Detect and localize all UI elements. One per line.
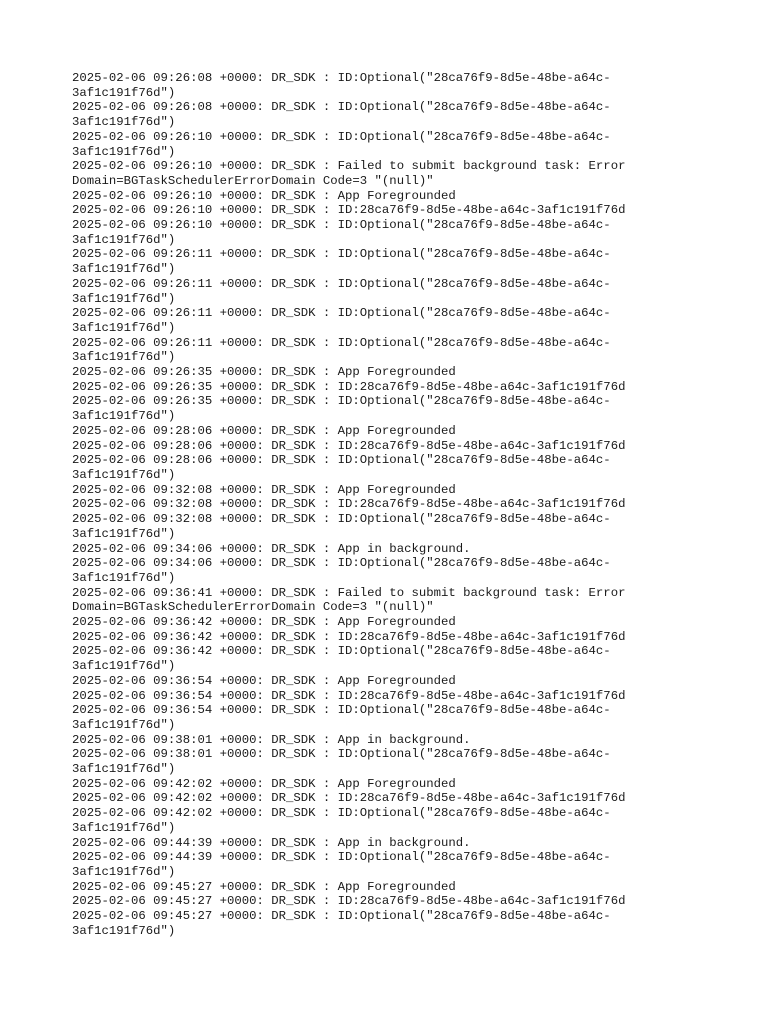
log-line: 2025-02-06 09:45:27 +0000: DR_SDK : ID:Optional("28ca76f9-8d5e-48be-a64c- — [72, 909, 611, 924]
log-line: 3af1c191f76d") — [72, 409, 176, 424]
log-line: 2025-02-06 09:26:10 +0000: DR_SDK : ID:28ca76f9-8d5e-48be-a64c-3af1c191f76d — [72, 203, 626, 218]
log-line: 3af1c191f76d") — [72, 85, 176, 100]
log-line: 3af1c191f76d") — [72, 864, 176, 879]
log-line: 3af1c191f76d") — [72, 232, 176, 247]
log-line: 3af1c191f76d") — [72, 115, 176, 130]
log-line: 2025-02-06 09:44:39 +0000: DR_SDK : App in background. — [72, 835, 471, 850]
log-line: 2025-02-06 09:26:10 +0000: DR_SDK : App Foregrounded — [72, 188, 456, 203]
log-line: 3af1c191f76d") — [72, 350, 176, 365]
log-line: 2025-02-06 09:26:11 +0000: DR_SDK : ID:Optional("28ca76f9-8d5e-48be-a64c- — [72, 247, 611, 262]
log-line: 2025-02-06 09:38:01 +0000: DR_SDK : App in background. — [72, 732, 471, 747]
log-line: 2025-02-06 09:26:35 +0000: DR_SDK : App Foregrounded — [72, 365, 456, 380]
log-line: 3af1c191f76d") — [72, 762, 176, 777]
log-line: 2025-02-06 09:45:27 +0000: DR_SDK : App Foregrounded — [72, 879, 456, 894]
log-line: 2025-02-06 09:36:54 +0000: DR_SDK : App Foregrounded — [72, 673, 456, 688]
log-line: 2025-02-06 09:38:01 +0000: DR_SDK : ID:Optional("28ca76f9-8d5e-48be-a64c- — [72, 747, 611, 762]
log-line: 2025-02-06 09:44:39 +0000: DR_SDK : ID:Optional("28ca76f9-8d5e-48be-a64c- — [72, 850, 611, 865]
log-line: 2025-02-06 09:26:35 +0000: DR_SDK : ID:Optional("28ca76f9-8d5e-48be-a64c- — [72, 394, 611, 409]
log-line: 2025-02-06 09:26:11 +0000: DR_SDK : ID:Optional("28ca76f9-8d5e-48be-a64c- — [72, 335, 611, 350]
log-line: 3af1c191f76d") — [72, 923, 176, 938]
log-line: 2025-02-06 09:32:08 +0000: DR_SDK : App Foregrounded — [72, 482, 456, 497]
log-line: Domain=BGTaskSchedulerErrorDomain Code=3 "(null)" — [72, 600, 434, 615]
log-line: 2025-02-06 09:36:54 +0000: DR_SDK : ID:Optional("28ca76f9-8d5e-48be-a64c- — [72, 703, 611, 718]
log-line: 2025-02-06 09:36:42 +0000: DR_SDK : ID:Optional("28ca76f9-8d5e-48be-a64c- — [72, 644, 611, 659]
log-line: 2025-02-06 09:42:02 +0000: DR_SDK : ID:Optional("28ca76f9-8d5e-48be-a64c- — [72, 806, 611, 821]
log-line: 2025-02-06 09:28:06 +0000: DR_SDK : ID:Optional("28ca76f9-8d5e-48be-a64c- — [72, 453, 611, 468]
log-line: 3af1c191f76d") — [72, 320, 176, 335]
log-line: 2025-02-06 09:26:08 +0000: DR_SDK : ID:Optional("28ca76f9-8d5e-48be-a64c- — [72, 100, 611, 115]
log-line: 2025-02-06 09:32:08 +0000: DR_SDK : ID:Optional("28ca76f9-8d5e-48be-a64c- — [72, 512, 611, 527]
log-line: 3af1c191f76d") — [72, 291, 176, 306]
log-line: 2025-02-06 09:28:06 +0000: DR_SDK : ID:28ca76f9-8d5e-48be-a64c-3af1c191f76d — [72, 438, 626, 453]
log-line: 2025-02-06 09:36:42 +0000: DR_SDK : ID:28ca76f9-8d5e-48be-a64c-3af1c191f76d — [72, 629, 626, 644]
log-line: 2025-02-06 09:26:10 +0000: DR_SDK : Failed to submit background task: Error — [72, 159, 626, 174]
log-line: Domain=BGTaskSchedulerErrorDomain Code=3 "(null)" — [72, 173, 434, 188]
log-line: 3af1c191f76d") — [72, 467, 176, 482]
log-line: 2025-02-06 09:26:10 +0000: DR_SDK : ID:Optional("28ca76f9-8d5e-48be-a64c- — [72, 129, 611, 144]
log-line: 2025-02-06 09:42:02 +0000: DR_SDK : App Foregrounded — [72, 776, 456, 791]
log-line: 2025-02-06 09:42:02 +0000: DR_SDK : ID:28ca76f9-8d5e-48be-a64c-3af1c191f76d — [72, 791, 626, 806]
log-text-block — [72, 71, 672, 938]
log-line: 2025-02-06 09:26:08 +0000: DR_SDK : ID:Optional("28ca76f9-8d5e-48be-a64c- — [72, 71, 611, 85]
log-line: 3af1c191f76d") — [72, 717, 176, 732]
log-line: 3af1c191f76d") — [72, 144, 176, 159]
log-line: 3af1c191f76d") — [72, 820, 176, 835]
log-line: 3af1c191f76d") — [72, 262, 176, 277]
log-line: 2025-02-06 09:26:11 +0000: DR_SDK : ID:Optional("28ca76f9-8d5e-48be-a64c- — [72, 306, 611, 321]
log-line: 3af1c191f76d") — [72, 570, 176, 585]
log-line: 2025-02-06 09:32:08 +0000: DR_SDK : ID:28ca76f9-8d5e-48be-a64c-3af1c191f76d — [72, 497, 626, 512]
log-line: 2025-02-06 09:36:41 +0000: DR_SDK : Failed to submit background task: Error — [72, 585, 626, 600]
log-line: 2025-02-06 09:45:27 +0000: DR_SDK : ID:28ca76f9-8d5e-48be-a64c-3af1c191f76d — [72, 894, 626, 909]
log-line: 2025-02-06 09:36:54 +0000: DR_SDK : ID:28ca76f9-8d5e-48be-a64c-3af1c191f76d — [72, 688, 626, 703]
log-line: 3af1c191f76d") — [72, 659, 176, 674]
log-line: 2025-02-06 09:28:06 +0000: DR_SDK : App Foregrounded — [72, 423, 456, 438]
log-line: 2025-02-06 09:26:11 +0000: DR_SDK : ID:Optional("28ca76f9-8d5e-48be-a64c- — [72, 276, 611, 291]
log-line: 2025-02-06 09:26:10 +0000: DR_SDK : ID:Optional("28ca76f9-8d5e-48be-a64c- — [72, 218, 611, 233]
log-line: 2025-02-06 09:34:06 +0000: DR_SDK : ID:Optional("28ca76f9-8d5e-48be-a64c- — [72, 556, 611, 571]
log-line: 3af1c191f76d") — [72, 526, 176, 541]
log-line: 2025-02-06 09:26:35 +0000: DR_SDK : ID:28ca76f9-8d5e-48be-a64c-3af1c191f76d — [72, 379, 626, 394]
log-line: 2025-02-06 09:36:42 +0000: DR_SDK : App Foregrounded — [72, 615, 456, 630]
log-line: 2025-02-06 09:34:06 +0000: DR_SDK : App in background. — [72, 541, 471, 556]
